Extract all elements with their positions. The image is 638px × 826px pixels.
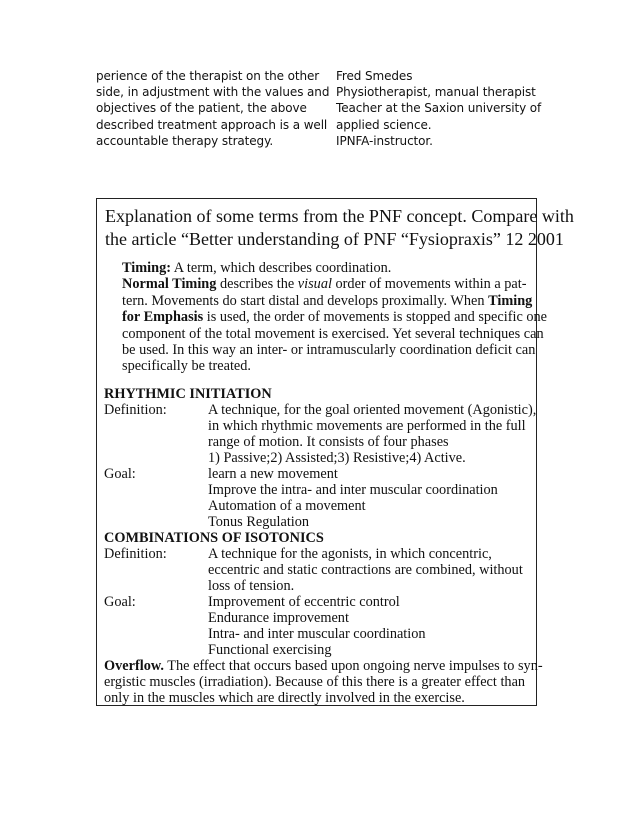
text-line: objectives of the patient, the above [96, 101, 307, 116]
definition-label: Definition: [104, 546, 167, 562]
text-line: only in the muscles which are directly involved in the exercise. [104, 690, 465, 706]
goal-line: Tonus Regulation [208, 514, 310, 530]
text-line: described treatment approach is a well [96, 117, 328, 132]
goal-line: learn a new movement [208, 466, 338, 482]
text-line: tern. Movements do start distal and develops proximally. When Timing [122, 292, 533, 309]
goal-line: Endurance improvement [208, 610, 349, 626]
goal-label: Goal: [104, 594, 136, 610]
text-line: component of the total movement is exercised. Yet several techniques can [122, 325, 544, 342]
definition-line: range of motion. It consists of four phases [208, 434, 449, 450]
timing-line: Timing: A term, which describes coordination. [122, 260, 392, 276]
author-role: IPNFA-instructor. [336, 133, 433, 148]
author-role: Teacher at the Saxion university of [336, 101, 542, 116]
definition-line: eccentric and static contractions are combined, without [208, 562, 523, 578]
box-title-line: Explanation of some terms from the PNF concept. Compare with [105, 206, 574, 226]
author-role: Physiotherapist, manual therapist [336, 85, 536, 100]
timing-term: Timing: [122, 260, 171, 276]
goal-line: Improve the intra- and inter muscular coordination [208, 482, 498, 498]
text-line: perience of the therapist on the other [96, 69, 320, 83]
text-line: be used. In this way an inter- or intramuscularly coordination deficit can [122, 342, 536, 359]
definition-line: 1) Passive;2) Assisted;3) Resistive;4) Active. [208, 450, 466, 466]
definition-label: Definition: [104, 402, 167, 418]
definition-line: in which rhythmic movements are performed in the full [208, 418, 526, 434]
text-line: specifically be treated. [122, 358, 252, 375]
author-info [336, 68, 576, 149]
author-name: Fred Smedes [336, 69, 413, 83]
definition-line: A technique for the agonists, in which concentric, [208, 546, 492, 562]
definition-line: A technique, for the goal oriented movement (Agonistic), [208, 402, 537, 418]
goal-line: Functional exercising [208, 642, 332, 658]
normal-timing-term: Normal Timing [122, 276, 217, 293]
timing-paragraph [122, 260, 548, 375]
section-heading: RHYTHMIC INITIATION [104, 386, 272, 402]
box-title-line: the article “Better understanding of PNF “Fysiopraxis” 12 2001 [105, 229, 564, 249]
text-line: Overflow. The effect that occurs based upon ongoing nerve impulses to syn- [104, 658, 543, 674]
text-line: accountable therapy strategy. [96, 133, 274, 148]
goal-label: Goal: [104, 466, 136, 482]
previous-text-column [96, 68, 331, 149]
definition-line: loss of tension. [208, 578, 295, 594]
text-line: side, in adjustment with the values and [96, 85, 330, 100]
timing-for-emphasis-term: for Emphasis [122, 309, 204, 326]
overflow-term: Overflow. [104, 658, 164, 674]
text-line: ergistic muscles (irradiation). Because of this there is a greater effect than [104, 674, 526, 690]
goal-line: Intra- and inter muscular coordination [208, 626, 426, 642]
box-title [105, 205, 574, 251]
goal-line: Automation of a movement [208, 498, 366, 514]
timing-for-emphasis-term: Timing [488, 292, 533, 309]
normal-timing-line: Normal Timing describes the visual order of movements within a pat- [122, 276, 527, 293]
pnf-terms-box [96, 198, 574, 706]
text-line: for Emphasis is used, the order of movements is stopped and specific one [122, 309, 548, 326]
goal-line: Improvement of eccentric control [208, 594, 400, 610]
section-heading: COMBINATIONS OF ISOTONICS [104, 530, 324, 546]
author-role: applied science. [336, 117, 432, 132]
